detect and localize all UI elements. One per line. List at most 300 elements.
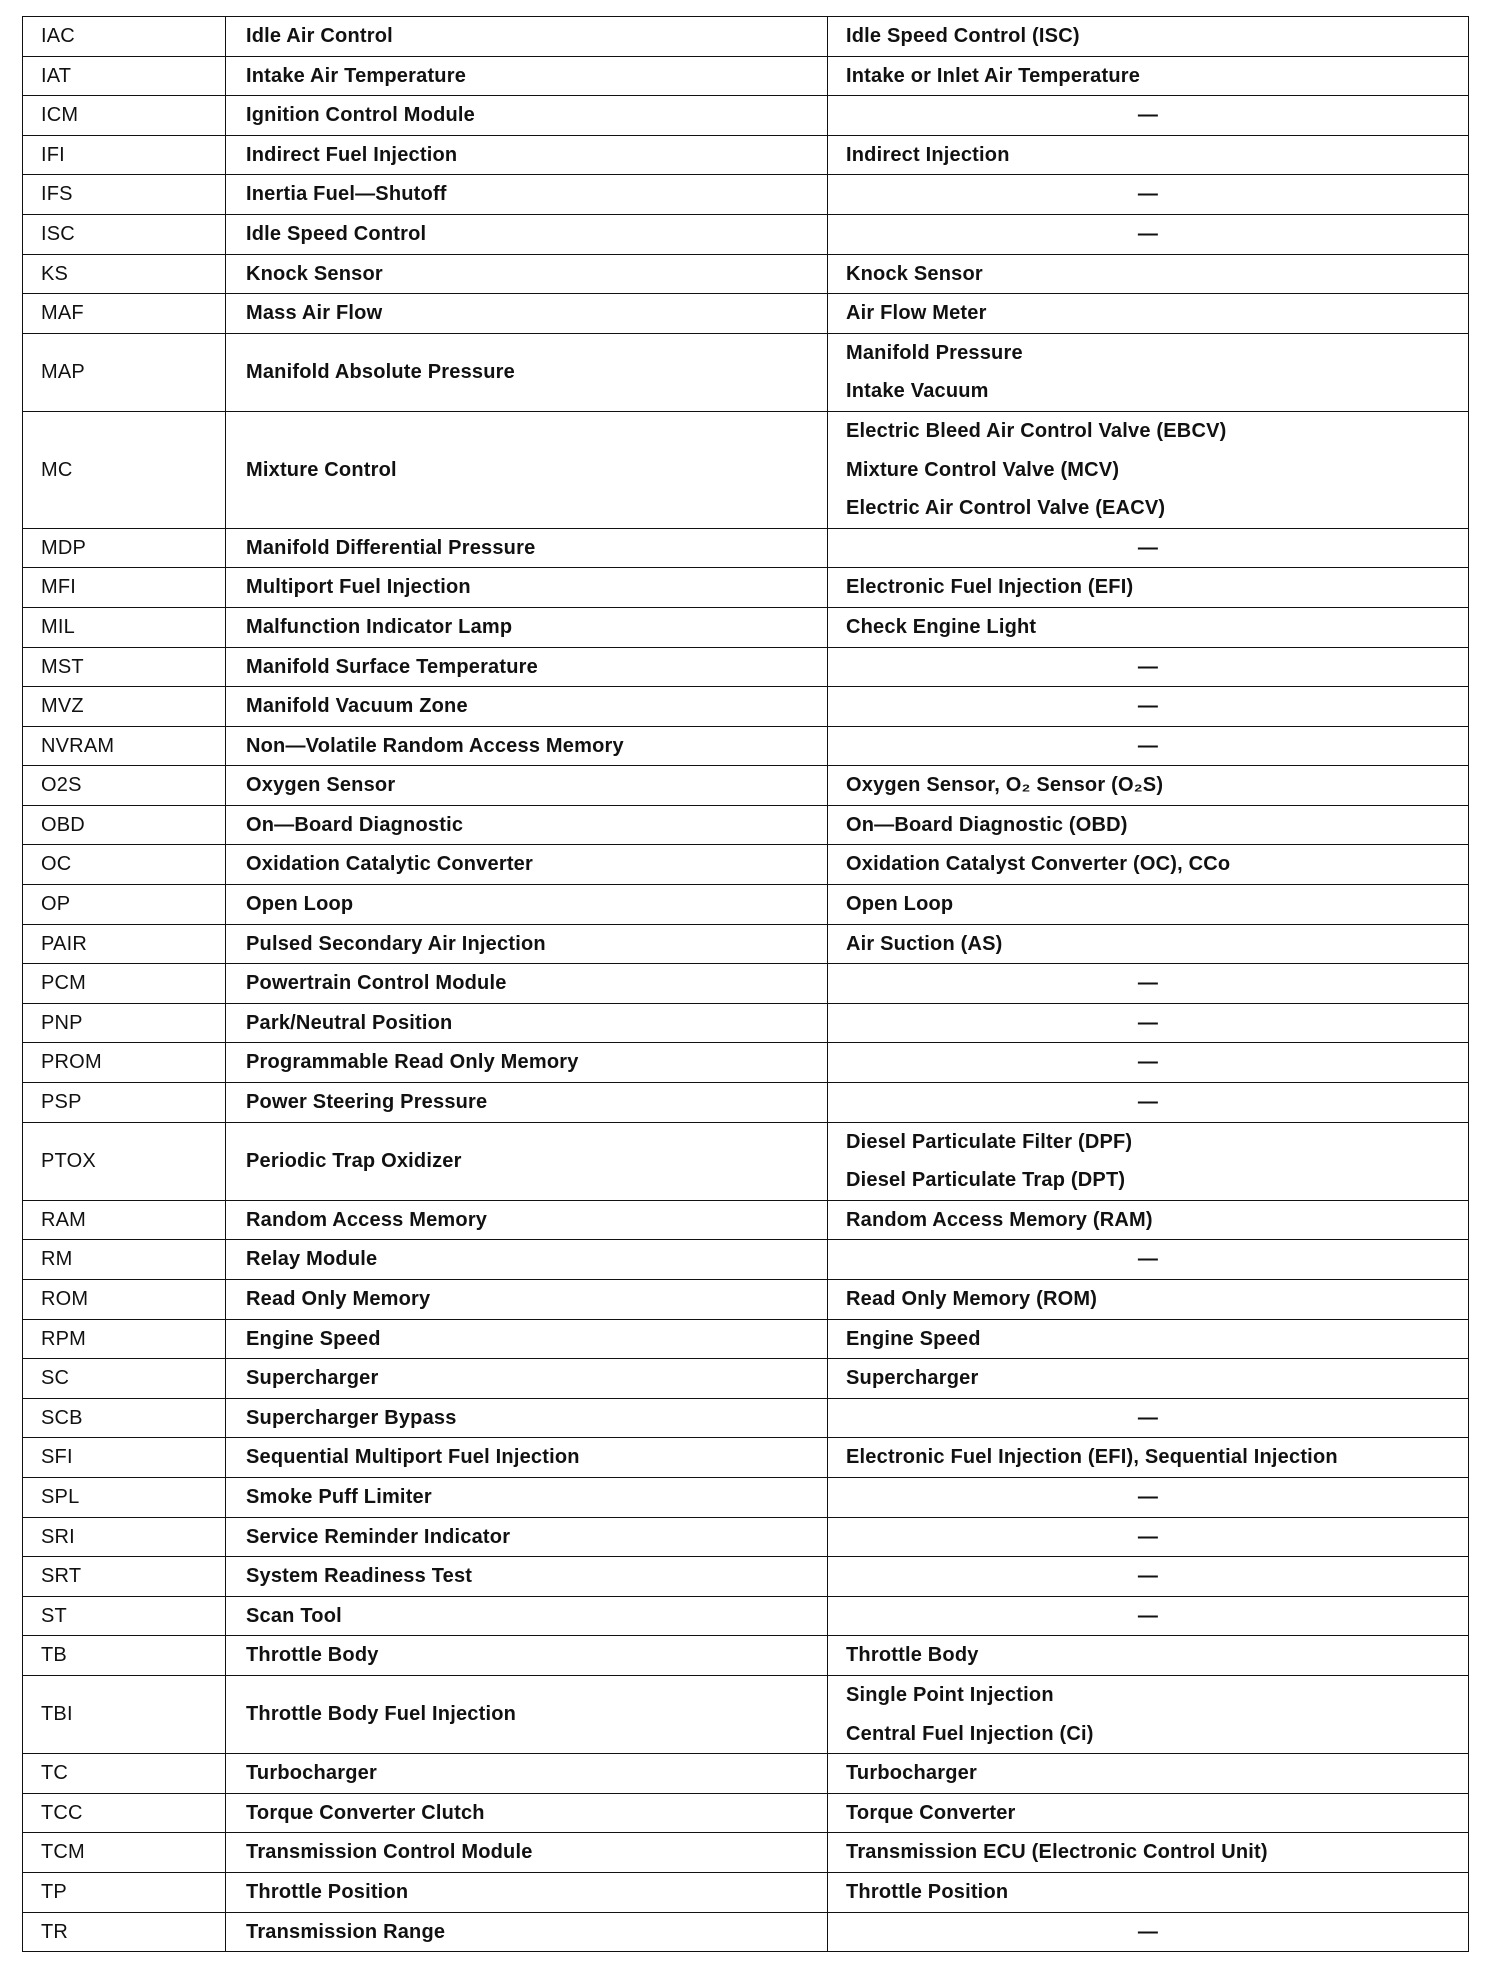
abbreviation-cell [23,1517,226,1557]
abbreviation-table [22,16,1469,1952]
term-cell [226,1319,828,1359]
abbreviation-cell [23,1280,226,1320]
no-equivalent-dash: — [1137,104,1159,127]
term-cell [226,1912,828,1952]
term: Engine Speed [246,1327,381,1350]
table-row [23,1359,1469,1399]
table-row [23,964,1469,1004]
alternate-term-cell [828,1438,1469,1478]
alternate-term: On—Board Diagnostic (OBD) [846,813,1128,836]
alternate-term: Open Loop [846,893,954,916]
abbreviation-cell [23,254,226,294]
alternate-term: Electronic Fuel Injection (EFI) [846,576,1134,599]
abbreviation-cell [23,1398,226,1438]
term-cell [226,964,828,1004]
term: Relay Module [246,1248,378,1271]
term-cell [226,924,828,964]
term: Indirect Fuel Injection [246,143,458,166]
alternate-term: Engine Speed [846,1327,981,1350]
term-cell [226,254,828,294]
term: Read Only Memory [246,1288,431,1310]
term-cell [226,845,828,885]
abbreviation: SRT [41,1565,82,1588]
alternate-term-cell [828,1319,1469,1359]
abbreviation: ROM [41,1288,89,1310]
abbreviation: PTOX [41,1149,96,1172]
alternate-term-cell [828,1793,1469,1833]
alternate-term: Read Only Memory (ROM) [846,1288,1098,1310]
no-equivalent-dash: — [1137,972,1159,995]
term-cell [226,1793,828,1833]
alternate-term-cell [828,135,1469,175]
alternate-term-cell [828,1240,1469,1280]
term-cell [226,726,828,766]
term: Throttle Body [246,1644,379,1667]
alternate-term: Single Point Injection [846,1683,1054,1706]
alternate-term: Idle Speed Control (ISC) [846,25,1080,47]
abbreviation-table-page [22,16,1468,1952]
term: Idle Speed Control [246,222,427,245]
alternate-term-cell [828,1359,1469,1399]
term: Oxygen Sensor [246,774,396,797]
abbreviation: PCM [41,972,87,995]
alternate-term: Oxygen Sensor, O₂ Sensor (O₂S) [846,774,1164,797]
abbreviation-cell [23,726,226,766]
alternate-term-cell [828,1517,1469,1557]
table-row [23,96,1469,136]
term: System Readiness Test [246,1565,473,1588]
term-cell [226,1122,828,1200]
alternate-term: Diesel Particulate Filter (DPF) [846,1130,1133,1153]
abbreviation: SFI [41,1446,73,1469]
term-cell [226,1043,828,1083]
alternate-term: Indirect Injection [846,143,1010,166]
abbreviation: OC [41,853,72,876]
term-cell [226,1398,828,1438]
abbreviation: PSP [41,1091,82,1114]
term-cell [226,1675,828,1753]
term: Throttle Position [246,1880,409,1903]
term-cell [226,411,828,528]
alternate-term-cell [828,1083,1469,1123]
table-row [23,1557,1469,1597]
term: Sequential Multiport Fuel Injection [246,1446,580,1469]
abbreviation-cell [23,1043,226,1083]
term-cell [226,1200,828,1240]
term-cell [226,1833,828,1873]
abbreviation: MST [41,655,84,678]
alternate-term-cell [828,607,1469,647]
term-cell [226,1872,828,1912]
alternate-term-cell [828,766,1469,806]
term: Power Steering Pressure [246,1091,488,1114]
alternate-term: Throttle Body [846,1644,979,1667]
no-equivalent-dash: — [1137,1565,1159,1588]
alternate-term-cell [828,411,1469,528]
alternate-term: Manifold Pressure [846,341,1023,364]
alternate-term-cell [828,1003,1469,1043]
term-cell [226,294,828,334]
abbreviation-cell [23,96,226,136]
term: Scan Tool [246,1604,342,1627]
term: Random Access Memory [246,1208,488,1231]
table-row [23,1912,1469,1952]
table-row [23,885,1469,925]
term-cell [226,17,828,57]
alternate-term-cell [828,885,1469,925]
alternate-term-cell [828,805,1469,845]
abbreviation-cell [23,1833,226,1873]
abbreviation-cell [23,1596,226,1636]
alternate-term: Intake or Inlet Air Temperature [846,64,1141,87]
table-row [23,1438,1469,1478]
table-row [23,1754,1469,1794]
abbreviation-cell [23,333,226,411]
table-row [23,1636,1469,1676]
term: Non—Volatile Random Access Memory [246,734,624,757]
alternate-term-cell [828,964,1469,1004]
table-row [23,1833,1469,1873]
term-cell [226,607,828,647]
term-cell [226,647,828,687]
table-row [23,1122,1469,1200]
no-equivalent-dash: — [1137,222,1159,245]
term-cell [226,333,828,411]
no-equivalent-dash: — [1137,1091,1159,1114]
table-row [23,1477,1469,1517]
no-equivalent-dash: — [1137,1011,1159,1034]
no-equivalent-dash: — [1137,1485,1159,1508]
term: Transmission Range [246,1920,446,1943]
abbreviation: SRI [41,1525,75,1548]
alternate-term-cell [828,333,1469,411]
term-cell [226,1083,828,1123]
abbreviation: PAIR [41,932,87,955]
abbreviation-cell [23,964,226,1004]
abbreviation: MIL [41,615,75,638]
abbreviation: ICM [41,104,79,127]
table-row [23,333,1469,411]
alternate-term: Throttle Position [846,1880,1009,1903]
term-cell [226,56,828,96]
term-cell [226,568,828,608]
term-cell [226,885,828,925]
term-cell [226,1003,828,1043]
no-equivalent-dash: — [1137,695,1159,718]
alternate-term: Central Fuel Injection (Ci) [846,1722,1094,1745]
table-row [23,805,1469,845]
alternate-term: Air Suction (AS) [846,932,1003,955]
term: Transmission Control Module [246,1841,533,1864]
table-row [23,607,1469,647]
term: Programmable Read Only Memory [246,1051,579,1074]
alternate-term-cell [828,1280,1469,1320]
alternate-term-cell [828,1477,1469,1517]
term-cell [226,1636,828,1676]
alternate-term-cell [828,1872,1469,1912]
term-cell [226,1754,828,1794]
abbreviation-cell [23,411,226,528]
table-row [23,17,1469,57]
term-cell [226,528,828,568]
abbreviation-cell [23,647,226,687]
term: Inertia Fuel—Shutoff [246,183,447,206]
abbreviation: KS [41,262,69,285]
term-cell [226,214,828,254]
table-row [23,924,1469,964]
abbreviation-cell [23,607,226,647]
term-cell [226,1280,828,1320]
alternate-term-cell [828,687,1469,727]
abbreviation-cell [23,1200,226,1240]
abbreviation: MVZ [41,695,84,718]
no-equivalent-dash: — [1137,536,1159,559]
alternate-term: Electronic Fuel Injection (EFI), Sequential Injection [846,1446,1338,1469]
abbreviation-cell [23,135,226,175]
alternate-term-cell [828,1912,1469,1952]
alternate-term-cell [828,1200,1469,1240]
term: On—Board Diagnostic [246,813,464,836]
abbreviation: IFI [41,143,65,166]
term: Multiport Fuel Injection [246,576,471,599]
table-row [23,687,1469,727]
no-equivalent-dash: — [1137,1525,1159,1548]
alternate-term-cell [828,56,1469,96]
term-cell [226,766,828,806]
abbreviation: MFI [41,576,77,599]
table-row [23,135,1469,175]
abbreviation: MAF [41,302,84,325]
abbreviation-cell [23,214,226,254]
abbreviation-cell [23,528,226,568]
abbreviation-cell [23,1754,226,1794]
abbreviation-cell [23,1793,226,1833]
abbreviation: IAC [41,25,75,47]
alternate-term-cell [828,1596,1469,1636]
abbreviation: TB [41,1644,67,1667]
no-equivalent-dash: — [1137,734,1159,757]
term: Ignition Control Module [246,104,475,127]
abbreviation: IFS [41,183,73,206]
no-equivalent-dash: — [1137,1406,1159,1429]
abbreviation: PROM [41,1051,102,1074]
alternate-term: Supercharger [846,1367,979,1390]
alternate-term-cell [828,568,1469,608]
term: Turbocharger [246,1762,377,1785]
abbreviation: SCB [41,1406,83,1429]
term: Service Reminder Indicator [246,1525,511,1548]
abbreviation-cell [23,924,226,964]
term: Periodic Trap Oxidizer [246,1149,462,1172]
alternate-term: Intake Vacuum [846,380,989,403]
abbreviation: MAP [41,361,85,384]
term: Malfunction Indicator Lamp [246,615,513,638]
table-row [23,647,1469,687]
term: Open Loop [246,893,354,916]
alternate-term-cell [828,214,1469,254]
term: Intake Air Temperature [246,64,467,87]
term: Pulsed Secondary Air Injection [246,932,546,955]
term-cell [226,1557,828,1597]
alternate-term: Turbocharger [846,1762,977,1785]
term-cell [226,175,828,215]
abbreviation: RM [41,1248,73,1271]
abbreviation-cell [23,766,226,806]
abbreviation-cell [23,687,226,727]
table-row [23,1200,1469,1240]
abbreviation-cell [23,1003,226,1043]
table-row [23,56,1469,96]
table-row [23,568,1469,608]
alternate-term-cell [828,528,1469,568]
table-row [23,845,1469,885]
table-row [23,1280,1469,1320]
abbreviation-cell [23,1557,226,1597]
term: Manifold Vacuum Zone [246,695,468,718]
table-row [23,1517,1469,1557]
term: Mixture Control [246,458,397,481]
table-row [23,1793,1469,1833]
abbreviation: SPL [41,1485,80,1508]
abbreviation-cell [23,1477,226,1517]
table-body [23,17,1469,1952]
term-cell [226,687,828,727]
term: Throttle Body Fuel Injection [246,1703,517,1726]
no-equivalent-dash: — [1137,655,1159,678]
abbreviation: IAT [41,64,72,87]
abbreviation-cell [23,1872,226,1912]
term: Knock Sensor [246,262,383,285]
alternate-term-cell [828,924,1469,964]
term: Supercharger Bypass [246,1406,457,1429]
table-row [23,214,1469,254]
table-row [23,1872,1469,1912]
alternate-term-cell [828,294,1469,334]
abbreviation: MDP [41,536,87,559]
alternate-term: Transmission ECU (Electronic Control Unit) [846,1841,1268,1864]
alternate-term: Electric Bleed Air Control Valve (EBCV) [846,419,1227,442]
abbreviation: TC [41,1762,69,1785]
alternate-term-cell [828,845,1469,885]
table-row [23,254,1469,294]
table-row [23,294,1469,334]
alternate-term: Knock Sensor [846,262,983,285]
table-row [23,1083,1469,1123]
term-cell [226,1517,828,1557]
alternate-term-cell [828,1754,1469,1794]
term: Smoke Puff Limiter [246,1485,432,1508]
abbreviation-cell [23,1240,226,1280]
alternate-term: Oxidation Catalyst Converter (OC), CCo [846,853,1231,876]
abbreviation-cell [23,294,226,334]
abbreviation-cell [23,845,226,885]
abbreviation-cell [23,1675,226,1753]
abbreviation: TCC [41,1801,83,1824]
abbreviation-cell [23,56,226,96]
term-cell [226,96,828,136]
term: Manifold Surface Temperature [246,655,538,678]
table-row [23,411,1469,528]
alternate-term-cell [828,1122,1469,1200]
term: Powertrain Control Module [246,972,507,995]
no-equivalent-dash: — [1137,183,1159,206]
abbreviation-cell [23,1122,226,1200]
table-row [23,1398,1469,1438]
abbreviation-cell [23,1438,226,1478]
alternate-term: Air Flow Meter [846,302,987,325]
term-cell [226,1240,828,1280]
abbreviation-cell [23,175,226,215]
alternate-term-cell [828,726,1469,766]
abbreviation: MC [41,458,73,481]
alternate-term-cell [828,96,1469,136]
table-row [23,1043,1469,1083]
alternate-term-cell [828,1833,1469,1873]
alternate-term-cell [828,17,1469,57]
abbreviation-cell [23,1359,226,1399]
table-row [23,1240,1469,1280]
alternate-term: Mixture Control Valve (MCV) [846,458,1120,481]
term: Idle Air Control [246,25,393,47]
abbreviation: NVRAM [41,734,115,757]
abbreviation: OP [41,893,71,916]
abbreviation-cell [23,1912,226,1952]
alternate-term-cell [828,1636,1469,1676]
term: Park/Neutral Position [246,1011,453,1034]
abbreviation: O2S [41,774,82,797]
no-equivalent-dash: — [1137,1604,1159,1627]
abbreviation-cell [23,1083,226,1123]
term: Supercharger [246,1367,379,1390]
term-cell [226,1596,828,1636]
table-row [23,528,1469,568]
abbreviation: SC [41,1367,70,1390]
no-equivalent-dash: — [1137,1051,1159,1074]
table-row [23,175,1469,215]
abbreviation-cell [23,568,226,608]
abbreviation: TP [41,1880,67,1903]
alternate-term-cell [828,647,1469,687]
alternate-term: Torque Converter [846,1801,1016,1824]
term-cell [226,1477,828,1517]
term-cell [226,135,828,175]
abbreviation-cell [23,805,226,845]
abbreviation: OBD [41,813,85,836]
term: Oxidation Catalytic Converter [246,853,533,876]
term-cell [226,805,828,845]
no-equivalent-dash: — [1137,1248,1159,1271]
table-row [23,1319,1469,1359]
abbreviation: TCM [41,1841,85,1864]
alternate-term-cell [828,254,1469,294]
alternate-term-cell [828,175,1469,215]
term-cell [226,1359,828,1399]
alternate-term: Check Engine Light [846,615,1037,638]
abbreviation-cell [23,885,226,925]
table-row [23,1675,1469,1753]
abbreviation-cell [23,1319,226,1359]
alternate-term: Diesel Particulate Trap (DPT) [846,1169,1126,1192]
no-equivalent-dash: — [1137,1920,1159,1943]
table-row [23,766,1469,806]
term-cell [226,1438,828,1478]
term: Torque Converter Clutch [246,1801,485,1824]
abbreviation: RAM [41,1208,87,1231]
abbreviation: ISC [41,222,75,245]
term: Manifold Absolute Pressure [246,361,515,384]
table-row [23,1003,1469,1043]
table-row [23,1596,1469,1636]
